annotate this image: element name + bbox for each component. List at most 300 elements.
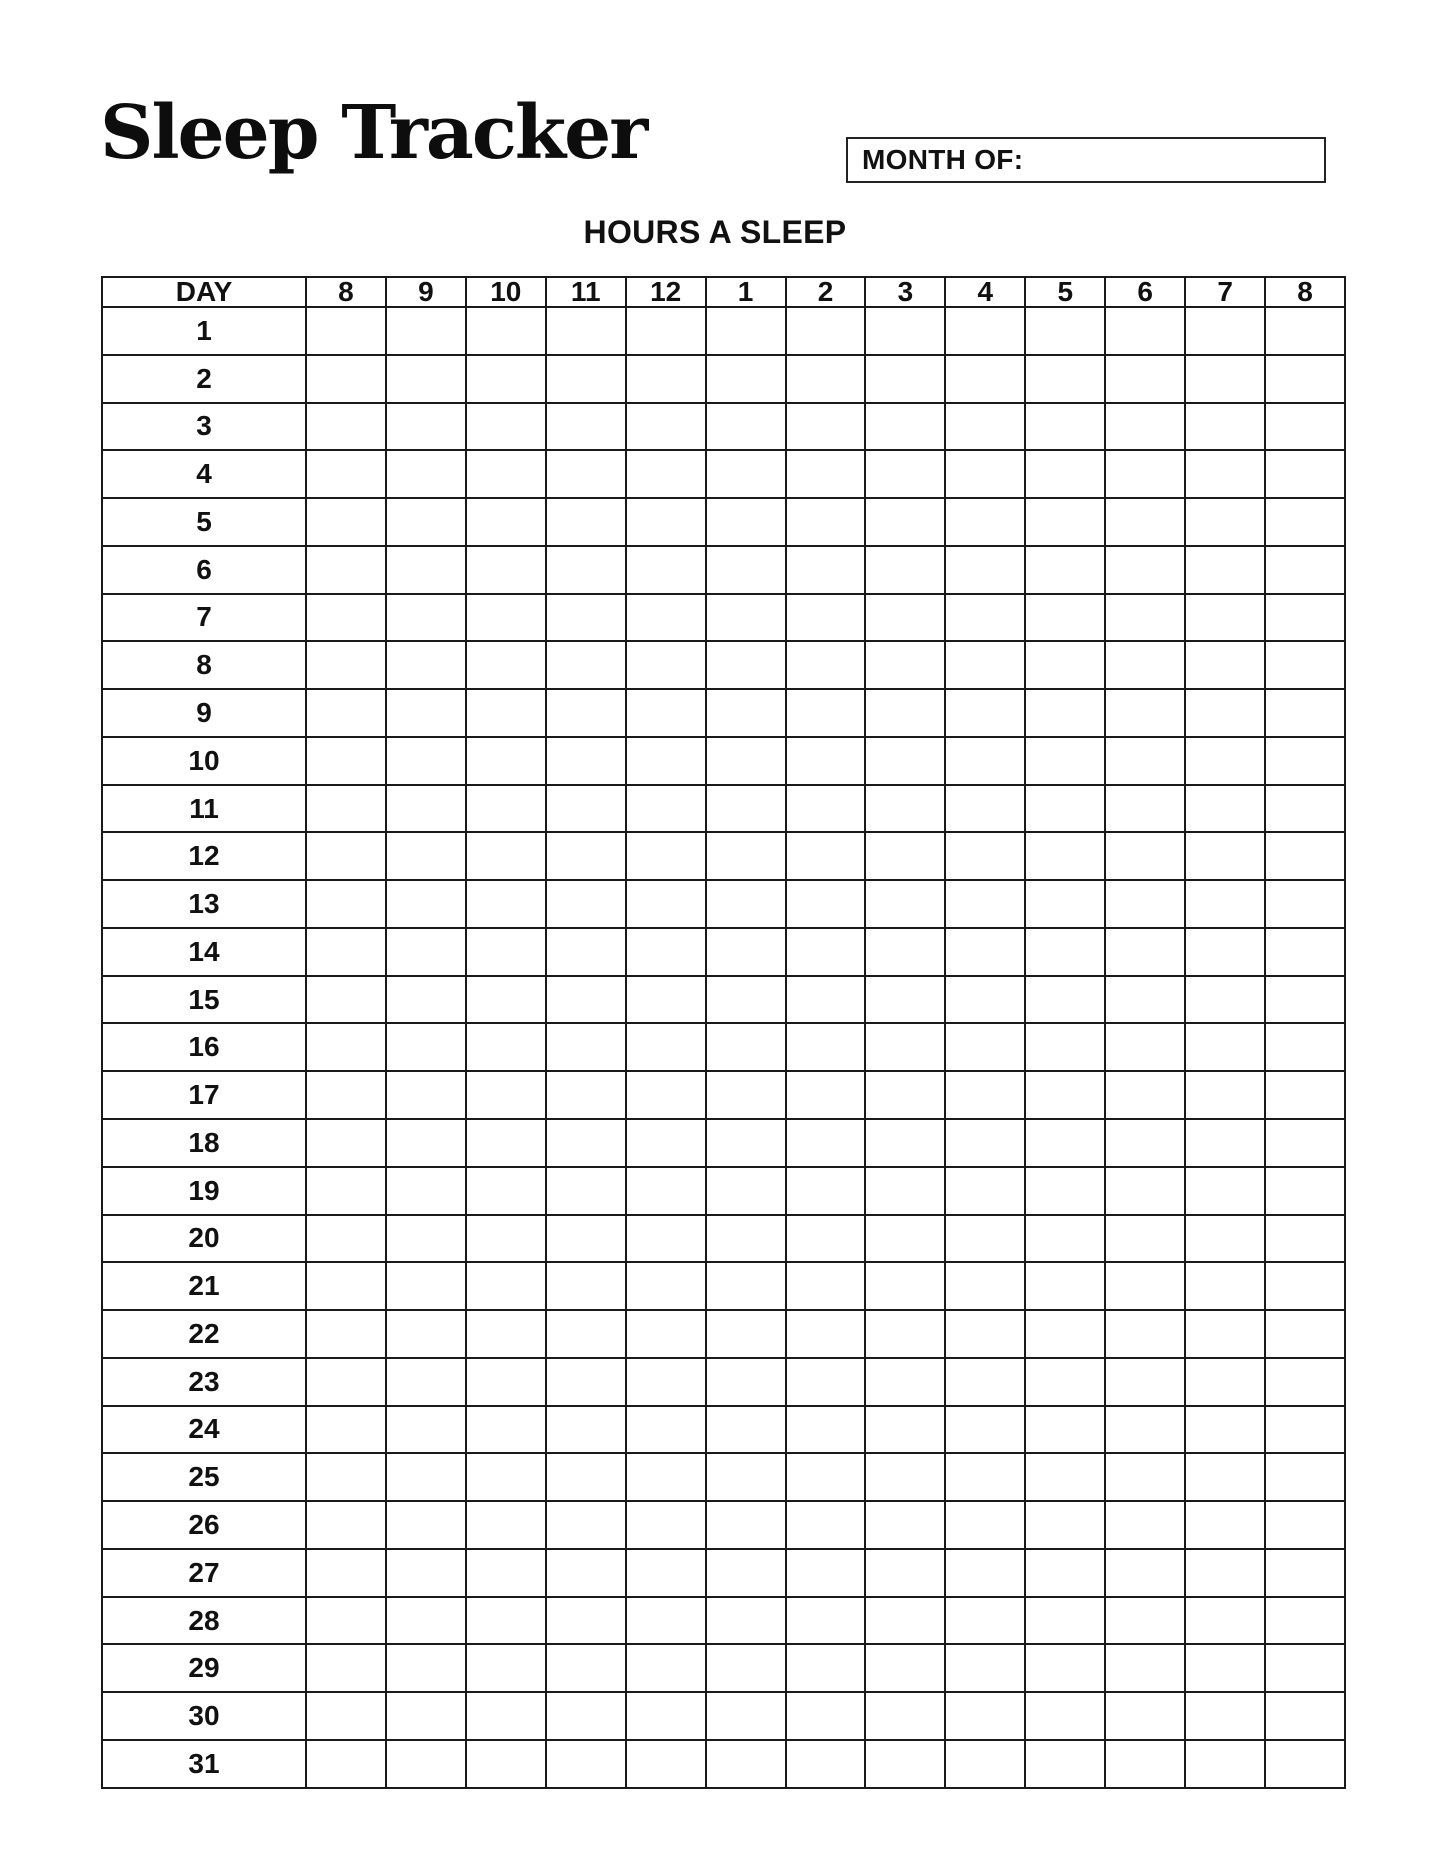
sleep-cell[interactable] [466, 450, 546, 498]
sleep-cell[interactable] [945, 1740, 1025, 1788]
sleep-cell[interactable] [1185, 1501, 1265, 1549]
sleep-cell[interactable] [706, 928, 786, 976]
sleep-cell[interactable] [626, 498, 706, 546]
sleep-cell[interactable] [786, 1262, 866, 1310]
sleep-cell[interactable] [1185, 1215, 1265, 1263]
sleep-cell[interactable] [306, 1358, 386, 1406]
sleep-cell[interactable] [786, 641, 866, 689]
sleep-cell[interactable] [786, 1692, 866, 1740]
sleep-cell[interactable] [945, 1453, 1025, 1501]
sleep-cell[interactable] [1265, 1119, 1345, 1167]
sleep-cell[interactable] [386, 307, 466, 355]
sleep-cell[interactable] [1185, 880, 1265, 928]
sleep-cell[interactable] [626, 1501, 706, 1549]
sleep-cell[interactable] [945, 1167, 1025, 1215]
sleep-cell[interactable] [626, 355, 706, 403]
sleep-cell[interactable] [466, 1071, 546, 1119]
sleep-cell[interactable] [1265, 1453, 1345, 1501]
sleep-cell[interactable] [1265, 689, 1345, 737]
sleep-cell[interactable] [466, 1262, 546, 1310]
sleep-cell[interactable] [945, 880, 1025, 928]
sleep-cell[interactable] [865, 307, 945, 355]
sleep-cell[interactable] [626, 1310, 706, 1358]
sleep-cell[interactable] [1025, 1358, 1105, 1406]
sleep-cell[interactable] [386, 641, 466, 689]
sleep-cell[interactable] [306, 1023, 386, 1071]
sleep-cell[interactable] [945, 1119, 1025, 1167]
sleep-cell[interactable] [1265, 1215, 1345, 1263]
sleep-cell[interactable] [466, 594, 546, 642]
sleep-cell[interactable] [786, 1119, 866, 1167]
sleep-cell[interactable] [706, 1501, 786, 1549]
sleep-cell[interactable] [626, 880, 706, 928]
sleep-cell[interactable] [945, 1597, 1025, 1645]
sleep-cell[interactable] [786, 1215, 866, 1263]
sleep-cell[interactable] [1185, 1262, 1265, 1310]
sleep-cell[interactable] [1185, 1310, 1265, 1358]
sleep-cell[interactable] [1185, 1023, 1265, 1071]
sleep-cell[interactable] [546, 594, 626, 642]
sleep-cell[interactable] [945, 1644, 1025, 1692]
sleep-cell[interactable] [466, 880, 546, 928]
sleep-cell[interactable] [306, 1692, 386, 1740]
sleep-cell[interactable] [1265, 594, 1345, 642]
sleep-cell[interactable] [386, 1501, 466, 1549]
sleep-cell[interactable] [786, 403, 866, 451]
sleep-cell[interactable] [626, 1119, 706, 1167]
sleep-cell[interactable] [1105, 737, 1185, 785]
sleep-cell[interactable] [306, 1453, 386, 1501]
sleep-cell[interactable] [546, 1310, 626, 1358]
sleep-cell[interactable] [546, 928, 626, 976]
sleep-cell[interactable] [945, 1071, 1025, 1119]
sleep-cell[interactable] [786, 785, 866, 833]
sleep-cell[interactable] [1265, 1262, 1345, 1310]
sleep-cell[interactable] [786, 928, 866, 976]
sleep-cell[interactable] [386, 1167, 466, 1215]
sleep-cell[interactable] [1105, 689, 1185, 737]
sleep-cell[interactable] [1265, 1406, 1345, 1454]
sleep-cell[interactable] [386, 1549, 466, 1597]
sleep-cell[interactable] [1105, 1262, 1185, 1310]
sleep-cell[interactable] [1025, 1071, 1105, 1119]
sleep-cell[interactable] [386, 1453, 466, 1501]
sleep-cell[interactable] [865, 1549, 945, 1597]
sleep-cell[interactable] [1265, 976, 1345, 1024]
sleep-cell[interactable] [466, 1119, 546, 1167]
sleep-cell[interactable] [786, 689, 866, 737]
sleep-cell[interactable] [546, 403, 626, 451]
sleep-cell[interactable] [1265, 450, 1345, 498]
sleep-cell[interactable] [626, 594, 706, 642]
sleep-cell[interactable] [1105, 450, 1185, 498]
sleep-cell[interactable] [306, 1644, 386, 1692]
sleep-cell[interactable] [865, 641, 945, 689]
sleep-cell[interactable] [626, 1740, 706, 1788]
sleep-cell[interactable] [865, 1597, 945, 1645]
sleep-cell[interactable] [865, 546, 945, 594]
sleep-cell[interactable] [786, 976, 866, 1024]
sleep-cell[interactable] [1025, 307, 1105, 355]
sleep-cell[interactable] [1105, 403, 1185, 451]
sleep-cell[interactable] [1025, 403, 1105, 451]
sleep-cell[interactable] [386, 450, 466, 498]
sleep-cell[interactable] [306, 1597, 386, 1645]
sleep-cell[interactable] [1265, 307, 1345, 355]
sleep-cell[interactable] [306, 546, 386, 594]
sleep-cell[interactable] [1185, 594, 1265, 642]
month-field[interactable] [846, 137, 1326, 183]
sleep-cell[interactable] [466, 355, 546, 403]
sleep-cell[interactable] [1265, 928, 1345, 976]
sleep-cell[interactable] [1105, 1358, 1185, 1406]
sleep-cell[interactable] [945, 832, 1025, 880]
sleep-cell[interactable] [1185, 1358, 1265, 1406]
sleep-cell[interactable] [306, 1167, 386, 1215]
sleep-cell[interactable] [945, 976, 1025, 1024]
sleep-cell[interactable] [466, 641, 546, 689]
sleep-cell[interactable] [1265, 832, 1345, 880]
sleep-cell[interactable] [706, 403, 786, 451]
sleep-cell[interactable] [706, 594, 786, 642]
sleep-cell[interactable] [546, 450, 626, 498]
sleep-cell[interactable] [626, 737, 706, 785]
sleep-cell[interactable] [1265, 1740, 1345, 1788]
sleep-cell[interactable] [706, 832, 786, 880]
sleep-cell[interactable] [945, 689, 1025, 737]
sleep-cell[interactable] [945, 546, 1025, 594]
sleep-cell[interactable] [1025, 976, 1105, 1024]
sleep-cell[interactable] [786, 1597, 866, 1645]
sleep-cell[interactable] [706, 498, 786, 546]
sleep-cell[interactable] [706, 546, 786, 594]
sleep-cell[interactable] [865, 403, 945, 451]
sleep-cell[interactable] [546, 1406, 626, 1454]
sleep-cell[interactable] [306, 1119, 386, 1167]
sleep-cell[interactable] [306, 498, 386, 546]
sleep-cell[interactable] [1265, 1167, 1345, 1215]
sleep-cell[interactable] [546, 1740, 626, 1788]
sleep-cell[interactable] [865, 880, 945, 928]
sleep-cell[interactable] [945, 450, 1025, 498]
sleep-cell[interactable] [466, 976, 546, 1024]
sleep-cell[interactable] [1105, 785, 1185, 833]
sleep-cell[interactable] [865, 450, 945, 498]
sleep-cell[interactable] [945, 1310, 1025, 1358]
sleep-cell[interactable] [1105, 1644, 1185, 1692]
sleep-cell[interactable] [1025, 689, 1105, 737]
sleep-cell[interactable] [546, 1215, 626, 1263]
sleep-cell[interactable] [1025, 1597, 1105, 1645]
sleep-cell[interactable] [1105, 355, 1185, 403]
sleep-cell[interactable] [1105, 1549, 1185, 1597]
sleep-cell[interactable] [626, 403, 706, 451]
sleep-cell[interactable] [1105, 1167, 1185, 1215]
sleep-cell[interactable] [786, 355, 866, 403]
sleep-cell[interactable] [1185, 307, 1265, 355]
sleep-cell[interactable] [945, 403, 1025, 451]
sleep-cell[interactable] [306, 594, 386, 642]
sleep-cell[interactable] [865, 737, 945, 785]
sleep-cell[interactable] [626, 1644, 706, 1692]
sleep-cell[interactable] [945, 641, 1025, 689]
sleep-cell[interactable] [1185, 928, 1265, 976]
sleep-cell[interactable] [1265, 1358, 1345, 1406]
sleep-cell[interactable] [865, 928, 945, 976]
sleep-cell[interactable] [1105, 880, 1185, 928]
sleep-cell[interactable] [626, 1549, 706, 1597]
sleep-cell[interactable] [386, 498, 466, 546]
sleep-cell[interactable] [1265, 1310, 1345, 1358]
sleep-cell[interactable] [1105, 641, 1185, 689]
sleep-cell[interactable] [386, 1023, 466, 1071]
sleep-cell[interactable] [466, 1358, 546, 1406]
sleep-cell[interactable] [1185, 737, 1265, 785]
sleep-cell[interactable] [786, 498, 866, 546]
sleep-cell[interactable] [1025, 1644, 1105, 1692]
sleep-cell[interactable] [1025, 355, 1105, 403]
sleep-cell[interactable] [1265, 880, 1345, 928]
sleep-cell[interactable] [1105, 1023, 1185, 1071]
sleep-cell[interactable] [865, 1023, 945, 1071]
sleep-cell[interactable] [626, 1406, 706, 1454]
sleep-cell[interactable] [865, 1453, 945, 1501]
sleep-cell[interactable] [786, 1310, 866, 1358]
sleep-cell[interactable] [945, 1501, 1025, 1549]
sleep-cell[interactable] [1025, 880, 1105, 928]
sleep-cell[interactable] [945, 785, 1025, 833]
sleep-cell[interactable] [1105, 976, 1185, 1024]
sleep-cell[interactable] [1025, 832, 1105, 880]
sleep-cell[interactable] [1025, 1501, 1105, 1549]
sleep-cell[interactable] [306, 832, 386, 880]
sleep-cell[interactable] [546, 1119, 626, 1167]
sleep-cell[interactable] [865, 689, 945, 737]
sleep-cell[interactable] [466, 498, 546, 546]
sleep-cell[interactable] [306, 1740, 386, 1788]
sleep-cell[interactable] [1025, 928, 1105, 976]
sleep-cell[interactable] [1105, 1501, 1185, 1549]
sleep-cell[interactable] [786, 1453, 866, 1501]
sleep-cell[interactable] [1025, 1167, 1105, 1215]
sleep-cell[interactable] [1185, 1692, 1265, 1740]
sleep-cell[interactable] [786, 880, 866, 928]
sleep-cell[interactable] [466, 1644, 546, 1692]
sleep-cell[interactable] [1025, 594, 1105, 642]
sleep-cell[interactable] [466, 1549, 546, 1597]
sleep-cell[interactable] [1025, 1692, 1105, 1740]
sleep-cell[interactable] [1265, 1597, 1345, 1645]
sleep-cell[interactable] [626, 1692, 706, 1740]
sleep-cell[interactable] [546, 1071, 626, 1119]
sleep-cell[interactable] [626, 1215, 706, 1263]
sleep-cell[interactable] [1185, 498, 1265, 546]
sleep-cell[interactable] [386, 928, 466, 976]
sleep-cell[interactable] [786, 1071, 866, 1119]
sleep-cell[interactable] [865, 1692, 945, 1740]
sleep-cell[interactable] [466, 307, 546, 355]
sleep-cell[interactable] [1105, 546, 1185, 594]
sleep-cell[interactable] [706, 450, 786, 498]
sleep-cell[interactable] [1105, 498, 1185, 546]
sleep-cell[interactable] [306, 1071, 386, 1119]
sleep-cell[interactable] [865, 1310, 945, 1358]
sleep-cell[interactable] [466, 403, 546, 451]
sleep-cell[interactable] [945, 1215, 1025, 1263]
sleep-cell[interactable] [1185, 1549, 1265, 1597]
sleep-cell[interactable] [786, 832, 866, 880]
sleep-cell[interactable] [945, 594, 1025, 642]
sleep-cell[interactable] [1105, 1692, 1185, 1740]
sleep-cell[interactable] [1185, 689, 1265, 737]
sleep-cell[interactable] [1265, 785, 1345, 833]
sleep-cell[interactable] [546, 832, 626, 880]
sleep-cell[interactable] [546, 1358, 626, 1406]
sleep-cell[interactable] [706, 1071, 786, 1119]
sleep-cell[interactable] [865, 594, 945, 642]
sleep-cell[interactable] [706, 976, 786, 1024]
sleep-cell[interactable] [546, 1644, 626, 1692]
sleep-cell[interactable] [1185, 355, 1265, 403]
sleep-cell[interactable] [1025, 1310, 1105, 1358]
sleep-cell[interactable] [306, 1406, 386, 1454]
sleep-cell[interactable] [466, 1406, 546, 1454]
sleep-cell[interactable] [1185, 785, 1265, 833]
sleep-cell[interactable] [626, 307, 706, 355]
sleep-cell[interactable] [1025, 498, 1105, 546]
sleep-cell[interactable] [1025, 1119, 1105, 1167]
sleep-cell[interactable] [1185, 1119, 1265, 1167]
sleep-cell[interactable] [386, 737, 466, 785]
sleep-cell[interactable] [865, 832, 945, 880]
sleep-cell[interactable] [386, 1262, 466, 1310]
sleep-cell[interactable] [786, 450, 866, 498]
sleep-cell[interactable] [466, 832, 546, 880]
sleep-cell[interactable] [706, 641, 786, 689]
sleep-cell[interactable] [626, 450, 706, 498]
sleep-cell[interactable] [1105, 832, 1185, 880]
sleep-cell[interactable] [386, 1644, 466, 1692]
sleep-cell[interactable] [306, 307, 386, 355]
sleep-cell[interactable] [546, 785, 626, 833]
sleep-cell[interactable] [706, 689, 786, 737]
sleep-cell[interactable] [945, 1262, 1025, 1310]
sleep-cell[interactable] [386, 832, 466, 880]
sleep-cell[interactable] [1105, 1740, 1185, 1788]
sleep-cell[interactable] [466, 1740, 546, 1788]
sleep-cell[interactable] [786, 1549, 866, 1597]
sleep-cell[interactable] [466, 1692, 546, 1740]
sleep-cell[interactable] [1105, 928, 1185, 976]
sleep-cell[interactable] [786, 1358, 866, 1406]
sleep-cell[interactable] [1105, 1215, 1185, 1263]
sleep-cell[interactable] [306, 880, 386, 928]
sleep-cell[interactable] [1265, 498, 1345, 546]
sleep-cell[interactable] [1025, 641, 1105, 689]
sleep-cell[interactable] [386, 1740, 466, 1788]
sleep-cell[interactable] [386, 403, 466, 451]
sleep-cell[interactable] [1105, 307, 1185, 355]
sleep-cell[interactable] [786, 1740, 866, 1788]
sleep-cell[interactable] [546, 689, 626, 737]
sleep-cell[interactable] [546, 641, 626, 689]
sleep-cell[interactable] [306, 976, 386, 1024]
sleep-cell[interactable] [865, 1740, 945, 1788]
sleep-cell[interactable] [466, 1597, 546, 1645]
sleep-cell[interactable] [786, 594, 866, 642]
sleep-cell[interactable] [1265, 1071, 1345, 1119]
sleep-cell[interactable] [1185, 976, 1265, 1024]
sleep-cell[interactable] [1185, 1167, 1265, 1215]
sleep-cell[interactable] [1185, 1597, 1265, 1645]
sleep-cell[interactable] [546, 880, 626, 928]
sleep-cell[interactable] [1025, 1406, 1105, 1454]
sleep-cell[interactable] [1105, 1310, 1185, 1358]
sleep-cell[interactable] [306, 785, 386, 833]
sleep-cell[interactable] [1185, 1644, 1265, 1692]
sleep-cell[interactable] [626, 928, 706, 976]
sleep-cell[interactable] [786, 307, 866, 355]
sleep-cell[interactable] [466, 737, 546, 785]
sleep-cell[interactable] [706, 1262, 786, 1310]
sleep-cell[interactable] [626, 832, 706, 880]
sleep-cell[interactable] [1265, 1644, 1345, 1692]
sleep-cell[interactable] [466, 546, 546, 594]
sleep-cell[interactable] [865, 1262, 945, 1310]
sleep-cell[interactable] [306, 403, 386, 451]
sleep-cell[interactable] [706, 1597, 786, 1645]
sleep-cell[interactable] [546, 498, 626, 546]
sleep-cell[interactable] [706, 880, 786, 928]
sleep-cell[interactable] [706, 307, 786, 355]
sleep-cell[interactable] [945, 355, 1025, 403]
sleep-cell[interactable] [466, 1167, 546, 1215]
sleep-cell[interactable] [466, 785, 546, 833]
sleep-cell[interactable] [626, 1453, 706, 1501]
sleep-cell[interactable] [546, 1501, 626, 1549]
sleep-cell[interactable] [626, 1262, 706, 1310]
sleep-cell[interactable] [306, 689, 386, 737]
sleep-cell[interactable] [386, 1597, 466, 1645]
sleep-cell[interactable] [386, 1071, 466, 1119]
sleep-cell[interactable] [1025, 785, 1105, 833]
sleep-cell[interactable] [1025, 1023, 1105, 1071]
sleep-cell[interactable] [945, 1358, 1025, 1406]
sleep-cell[interactable] [466, 689, 546, 737]
sleep-cell[interactable] [1265, 1501, 1345, 1549]
sleep-cell[interactable] [546, 355, 626, 403]
sleep-cell[interactable] [706, 1453, 786, 1501]
sleep-cell[interactable] [466, 1453, 546, 1501]
sleep-cell[interactable] [546, 307, 626, 355]
sleep-cell[interactable] [1265, 546, 1345, 594]
sleep-cell[interactable] [546, 1692, 626, 1740]
sleep-cell[interactable] [706, 1358, 786, 1406]
sleep-cell[interactable] [706, 1692, 786, 1740]
sleep-cell[interactable] [1265, 1549, 1345, 1597]
sleep-cell[interactable] [865, 976, 945, 1024]
sleep-cell[interactable] [546, 1597, 626, 1645]
sleep-cell[interactable] [945, 737, 1025, 785]
sleep-cell[interactable] [386, 594, 466, 642]
sleep-cell[interactable] [466, 1215, 546, 1263]
sleep-cell[interactable] [706, 1740, 786, 1788]
sleep-cell[interactable] [306, 355, 386, 403]
sleep-cell[interactable] [466, 1310, 546, 1358]
sleep-cell[interactable] [786, 1406, 866, 1454]
sleep-cell[interactable] [786, 1167, 866, 1215]
sleep-cell[interactable] [865, 355, 945, 403]
